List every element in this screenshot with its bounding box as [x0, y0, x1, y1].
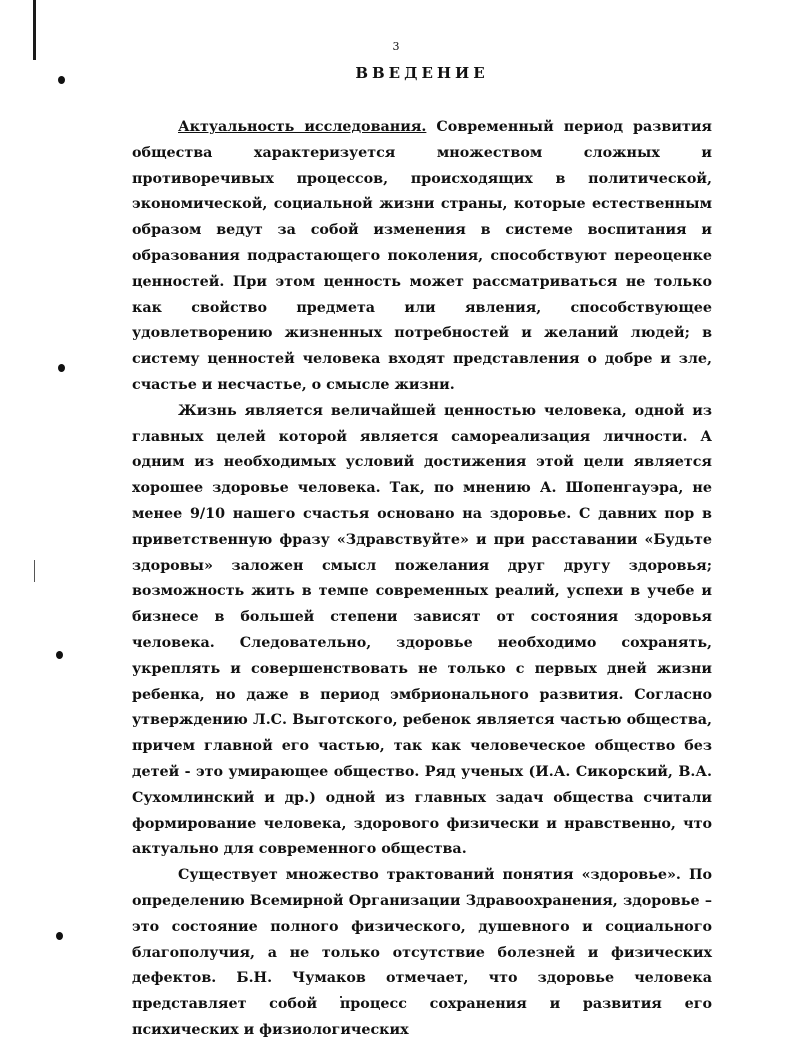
scan-margin-mark: [34, 560, 35, 582]
body-text: [132, 115, 712, 1044]
paragraph-relevance: [132, 115, 712, 399]
paragraph-life-value: Жизнь является величайшей ценностью человека, одной из главных целей которой является самореализация личности. А одним из необходимых условий достижения этой цели является хорошее здоровье человека. Так, по мнению А. Шопенгауэра, не менее 9/10 нашего счастья основано на здоровье. С давних пор в приветственную фразу «Здравствуйте» и при расставании «Будьте здоровы» заложен смысл пожелания друг другу здоровья; возможность жить в темпе современных реалий, успехи в учебе и бизнесе в большей степени зависят от состояния здоровья человека. Следовательно, здоровье необходимо сохранять, укреплять и совершенствовать не только с первых дней жизни ребенка, но даже в период эмбрионального развития. Согласно утверждению Л.С. Выготского, ребенок является частью общества, причем главной его частью, так как человеческое общество без детей - это умирающее общество. Ряд ученых (И.А. Сикорский, В.А. Сухомлинский и др.) одной из главных задач общества считали формирование человека, здорового физически и нравственно, что актуально для современного общества.: [132, 402, 712, 858]
binding-hole-mark: [56, 932, 63, 940]
paragraph-health-definition: Существует множество трактований понятия «здоровье». По определению Всемирной Организации Здравоохранения, здоровье – это состояние полного физического, душевного и социального благополучия, а не только отсутствие болезней и физических дефектов. Б.Н. Чумаков отмечает, что здоровье человека представляет собой процесс сохранения и развития его психических и физиологических: [132, 867, 712, 1038]
binding-hole-mark: [58, 76, 65, 84]
section-title: ВВЕДЕНИЕ: [355, 64, 489, 82]
binding-hole-mark: [58, 364, 65, 372]
page-number: 3: [392, 40, 400, 53]
binding-hole-mark: [56, 651, 63, 659]
paragraph-text: Современный период развития общества характеризуется множеством сложных и противоречивых процессов, происходящих в политической, экономической, социальной жизни страны, которые естественным образом ведут за собой изменения в системе воспитания и образования подрастающего поколения, способствуют переоценке ценностей. При этом ценность может рассматриваться не только как свойство предмета или явления, способствующее удовлетворению жизненных потребностей и желаний людей; в систему ценностей человека входят представления о добре и зле, счастье и несчастье, о смысле жизни.: [132, 119, 712, 393]
paragraph-lead: Актуальность исследования.: [178, 119, 427, 135]
